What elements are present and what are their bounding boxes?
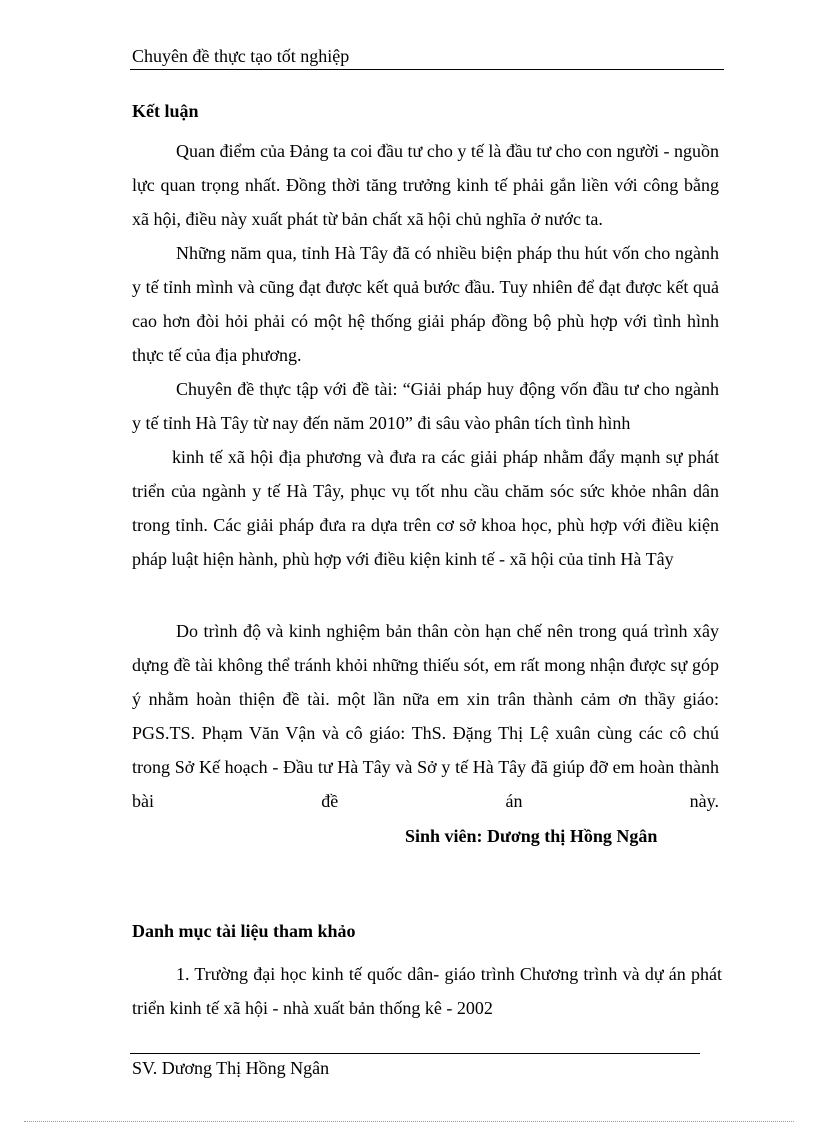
header-divider bbox=[130, 69, 724, 70]
conclusion-paragraph-3-cont: kinh tế xã hội địa phương và đưa ra các giải pháp nhằm đẩy mạnh sự phát triển của ngành y tế Hà Tây, phục vụ tốt nhu cầu chăm sóc sức khỏe nhân dân trong tỉnh. Các giải pháp đưa ra dựa trên cơ sở khoa học, phù hợp với điều kiện pháp luật hiện hành, phù hợp với điều kiện kinh tế - xã hội của tỉnh Hà Tây bbox=[132, 447, 719, 569]
page-boundary-dots bbox=[24, 1121, 794, 1122]
conclusion-paragraph-2: Những năm qua, tỉnh Hà Tây đã có nhiều biện pháp thu hút vốn cho ngành y tế tỉnh mình và cũng đạt được kết quả bước đầu. Tuy nhiên để đạt được kết quả cao hơn đòi hỏi phải có một hệ thống giải pháp đồng bộ phù hợp với tình hình thực tế của địa phương. bbox=[132, 243, 719, 365]
conclusion-heading: Kết luận bbox=[132, 101, 199, 121]
reference-text: Trường đại học kinh tế quốc dân- giáo trình Chương trình và dự án phát triển kinh tế xã hội - nhà xuất bản thống kê - 2002 bbox=[132, 964, 723, 1018]
page-header-title: Chuyên đề thực tạo tốt nghiệp bbox=[132, 46, 350, 66]
conclusion-paragraph-1: Quan điểm của Đảng ta coi đầu tư cho y tế là đầu tư cho con người - nguồn lực quan trọng nhất. Đồng thời tăng trưởng kinh tế phải gắn liền với công bằng xã hội, điều này xuất phát từ bản chất xã hội chủ nghĩa ở nước ta. bbox=[132, 141, 719, 229]
page-footer-author: SV. Dương Thị Hồng Ngân bbox=[132, 1058, 330, 1078]
reference-number: 1. bbox=[176, 964, 190, 984]
student-signature: Sinh viên: Dương thị Hồng Ngân bbox=[405, 826, 658, 846]
references-heading: Danh mục tài liệu tham khảo bbox=[132, 921, 356, 941]
conclusion-paragraph-3-start: Chuyên đề thực tập với đề tài: “Giải pháp huy động vốn đầu tư cho ngành y tế tỉnh Hà Tây từ nay đến năm 2010” đi sâu vào phân tích tình hình bbox=[132, 379, 719, 433]
footer-divider bbox=[130, 1053, 700, 1054]
reference-item bbox=[132, 957, 722, 1025]
conclusion-paragraph-4: Do trình độ và kinh nghiệm bản thân còn hạn chế nên trong quá trình xây dựng đề tài không thể tránh khỏi những thiếu sót, em rất mong nhận được sự góp ý nhằm hoàn thiện đề tài. một lần nữa em xin trân thành cảm ơn thầy giáo: PGS.TS. Phạm Văn Vận và cô giáo: ThS. Đặng Thị Lệ xuân cùng các cô chú trong Sở Kế hoạch - Đầu tư Hà Tây và Sở y tế Hà Tây đã giúp đỡ em hoàn thành bài đề án này. bbox=[132, 621, 719, 811]
